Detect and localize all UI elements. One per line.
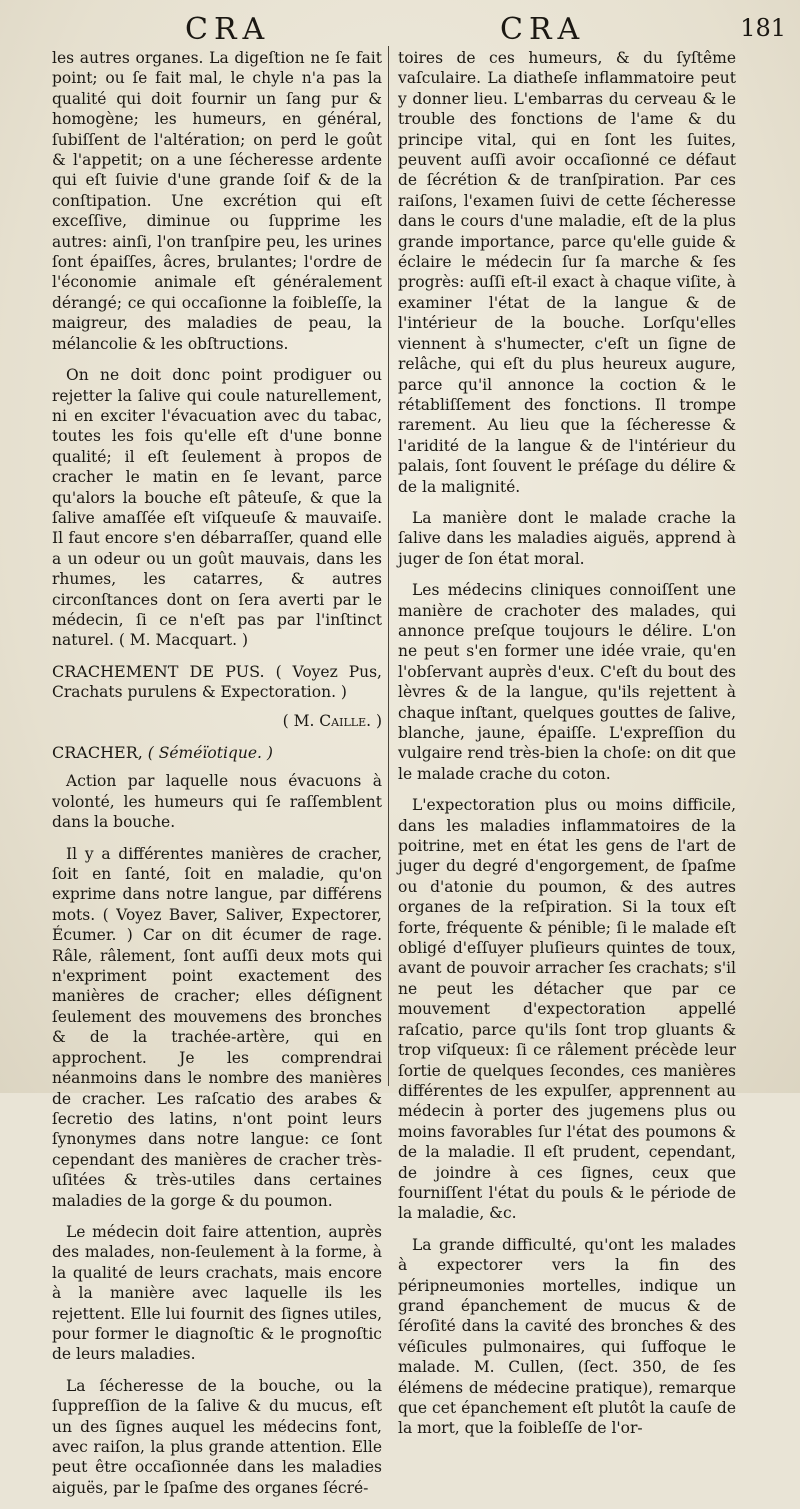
paragraph: toires de ces humeurs, & du ſyſtême vaſculaire. La diatheſe inflammatoire peut y donner lieu. L'embarras du cerveau & le trouble des fonctions de l'ame & du principe vital, qui en ſont les ſuites, peuvent auſſi avoir occaſionné ce défaut de ſécrétion & de tranſpiration. Par ces raiſons, l'examen ſuivi de cette ſécheresse dans le cours d'une maladie, eſt de la plus grande importance, parce qu'elle guide & éclaire le médecin ſur ſa marche & ſes progrès: auſſi eſt-il exact à chaque viſite, à examiner l'état de la langue & de l'intérieur de la bouche. Lorſqu'elles viennent à s'humecter, c'eſt un ſigne de relâche, qui eſt du plus heureux augure, parce qu'il annonce la coction & le rétabliſſement des fonctions. Il trompe rarement. Au lieu que la ſécheresse & l'aridité de la langue & de l'intérieur du palais, ſont ſouvent le préſage du délire & de la malignité. [398,49,736,496]
running-head-right: CRA [500,12,586,47]
entry-headword: CRACHER, [52,743,143,762]
paragraph: La manière dont le malade crache la ſalive dans les maladies aiguës, apprend à juger de ſon état moral. [398,508,736,568]
paragraph: La grande difficulté, qu'ont les malades à expectorer vers la fin des péripneumonies mortelles, indique un grand épanchement de mucus & de ſéroſité dans la cavité des bronches & des véſicules pulmonaires, qui ſuffoque le malade. M. Cullen, (ſect. 350, de ſes élémens de médecine pratique), remarque que cet épanchement eſt plutôt la cauſe de la mort, que la foibleſſe de l'or- [398,1235,736,1438]
entry-headword: CRACHEMENT DE PUS. [52,661,265,681]
dictionary-entry [52,743,382,763]
paragraph: L'expectoration plus ou moins difficile, dans les maladies inflammatoires de la poitrine, met en état les gens de l'art de juger du degré d'engorgement, de ſpaſme ou d'atonie du poumon, & des autres organes de la reſpiration. Si la toux eſt forte, fréquente & pénible; ſi le malade eſt obligé d'eſſuyer pluſieurs quintes de toux, avant de pouvoir arracher ſes crachats; s'il ne peut les détacher que par ce mouvement d'expectoration appellé raſcatio, parce qu'ils ſont trop gluants & trop viſqueux: ſi ce râlement précède leur ſortie de quelques ſecondes, ces manières différentes de les expulſer, apprennent au médecin à porter des jugemens plus ou moins favorables ſur l'état des poumons & de la maladie. Il eſt prudent, cependant, de joindre à ces ſignes, ceux que fourniſſent l'état du pouls & le période de la maladie, &c. [398,796,736,1223]
page-number: 181 [740,14,786,42]
entry-qualifier: ( Séméïotique. ) [147,744,273,762]
left-column [52,48,382,1509]
paragraph: Les médecins cliniques connoiſſent une manière de crachoter des malades, qui annonce preſque toujours le délire. L'on ne peut s'en former une idée vraie, qu'en l'obſervant auprès d'eux. C'eſt du bout des lèvres & de la langue, qu'ils rejettent à chaque inſtant, quelques gouttes de ſalive, blanche, jaune, épaiſſe. L'expreſſion du vulgaire rend très-bien la choſe: on dit que le malade crache du coton. [398,581,736,783]
paragraph: les autres organes. La digeſtion ne ſe fait point; ou ſe fait mal, le chyle n'a pas la qualité qui doit fournir un ſang pur & homogène; les humeurs, en général, ſubiſſent de l'altération; on perd le goût & l'appetit; on a une ſécheresse ardente qui eſt ſuivie d'une grande ſoif & de la conſtipation. Une excrétion qui eſt exceſſive, diminue ou ſupprime les autres: ainſi, l'on tranſpire peu, les urines ſont épaiſſes, âcres, brulantes; l'ordre de l'économie animale eſt généralement dérangé; ce qui occaſionne la foibleſſe, la maigreur, des maladies de peau, la mélancolie & les obſtructions. [52,49,382,353]
paragraph: Action par laquelle nous évacuons à volonté, les humeurs qui ſe raſſemblent dans la bouche. [52,772,382,832]
right-column [398,48,736,1450]
dictionary-entry [52,662,382,703]
entry-author: ( M. Caille. ) [282,711,382,730]
paragraph: On ne doit donc point prodiguer ou rejetter la ſalive qui coule naturellement, ni en exciter l'évacuation avec du tabac, toutes les fois qu'elle eſt d'une bonne qualité; il eſt ſeulement à propos de cracher le matin en ſe levant, parce qu'alors la bouche eſt pâteuſe, & que la ſalive amaſſée eſt viſqueuſe & mauvaiſe. Il faut encore s'en débarraſſer, quand elle a un odeur ou un goût mauvais, dans les rhumes, les catarres, & autres circonſtances dont on ſera averti par le médecin, ſi ce n'eſt pas par l'inſtinct naturel. ( M. Macquart. ) [52,366,382,650]
paragraph: Il y a différentes manières de cracher, ſoit en ſanté, ſoit en maladie, qu'on exprime dans notre langue, par différens mots. ( Voyez Baver, Saliver, Expectorer, Écumer. ) Car on dit écumer de rage. Râle, râlement, ſont auſſi deux mots qui n'expriment point exactement des manières de cracher; elles déſignent ſeulement des mouvemens des bronches & de la trachée-artère, qui en approchent. Je les comprendrai néanmoins dans le nombre des manières de cracher. Les raſcatio des arabes & ſecretio des latins, n'ont point leurs ſynonymes dans notre langue: ce ſont cependant des manières de cracher très-uſitées & très-utiles dans certaines maladies de la gorge & du poumon. [52,844,382,1210]
column-divider [388,46,389,1086]
paragraph: La ſécheresse de la bouche, ou la ſuppreſſion de la ſalive & du mucus, eſt un des ſignes auquel les médecins font, avec raiſon, la plus grande attention. Elle peut être occaſionnée dans les maladies aiguës, par le ſpaſme des organes ſécré- [52,1376,382,1497]
entry-cross-reference: ( Voyez Pus, Crachats purulens & Expectoration. ) [52,662,382,702]
running-head-left: CRA [185,12,271,47]
paragraph: Le médecin doit faire attention, auprès des malades, non-ſeulement à la forme, à la qualité de leurs crachats, mais encore à la manière avec laquelle ils les rejettent. Elle lui fournit des ſignes utiles, pour former le diagnoſtic & le prognoſtic de leurs maladies. [52,1222,382,1364]
